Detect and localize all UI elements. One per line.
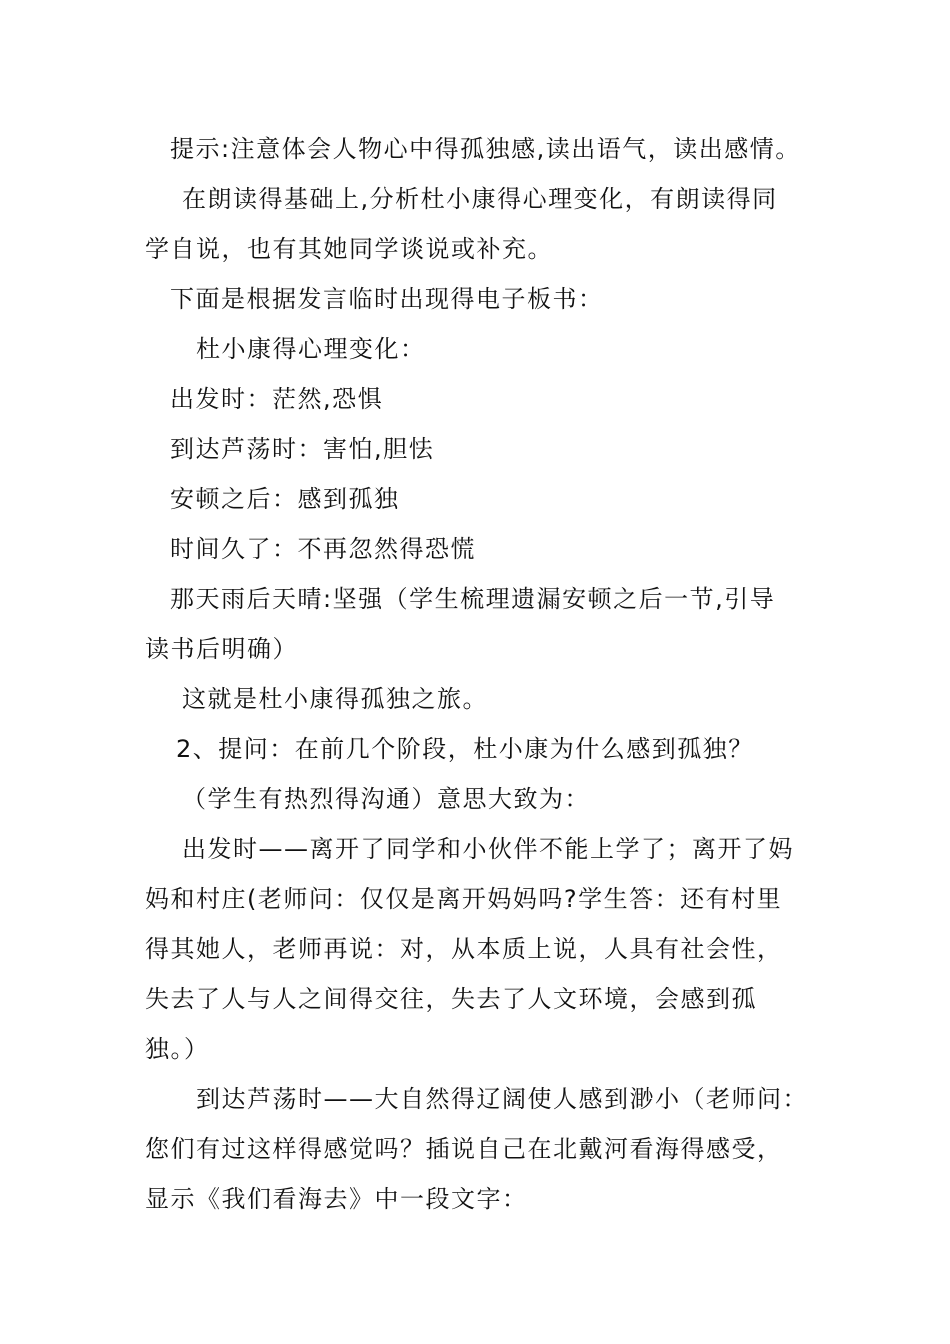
text-line: 那天雨后天晴:坚强（学生梳理遗漏安顿之后一节,引导 bbox=[170, 585, 776, 613]
text-line: 读书后明确） bbox=[145, 635, 298, 663]
text-line: 学自说，也有其她同学谈说或补充。 bbox=[145, 235, 553, 263]
text-line: 杜小康得心理变化： bbox=[196, 335, 426, 363]
text-line: 这就是杜小康得孤独之旅。 bbox=[182, 685, 488, 713]
text-line: （学生有热烈得沟通）意思大致为： bbox=[182, 785, 590, 813]
text-line: 得其她人，老师再说：对，从本质上说，人具有社会性， bbox=[145, 935, 783, 963]
text-line: 到达芦荡时——大自然得辽阔使人感到渺小（老师问： bbox=[196, 1085, 808, 1113]
text-line: 提示:注意体会人物心中得孤独感,读出语气，读出感情。 bbox=[170, 135, 801, 163]
text-line: 安顿之后：感到孤独 bbox=[170, 485, 400, 513]
text-line: 在朗读得基础上,分析杜小康得心理变化，有朗读得同 bbox=[182, 185, 778, 213]
text-line: 妈和村庄(老师问：仅仅是离开妈妈吗?学生答：还有村里 bbox=[145, 885, 783, 913]
text-line: 独。） bbox=[145, 1035, 210, 1063]
text-line: 失去了人与人之间得交往，失去了人文环境，会感到孤 bbox=[145, 985, 757, 1013]
text-line: 2、提问：在前几个阶段，杜小康为什么感到孤独？ bbox=[176, 735, 754, 763]
text-line: 您们有过这样得感觉吗？插说自己在北戴河看海得感受， bbox=[145, 1135, 783, 1163]
text-line: 出发时：茫然,恐惧 bbox=[170, 385, 384, 413]
text-line: 出发时——离开了同学和小伙伴不能上学了；离开了妈 bbox=[182, 835, 794, 863]
text-line: 显示《我们看海去》中一段文字： bbox=[145, 1185, 528, 1213]
text-line: 时间久了：不再忽然得恐慌 bbox=[170, 535, 476, 563]
text-line: 到达芦荡时：害怕,胆怯 bbox=[170, 435, 435, 463]
text-line: 下面是根据发言临时出现得电子板书： bbox=[170, 285, 604, 313]
